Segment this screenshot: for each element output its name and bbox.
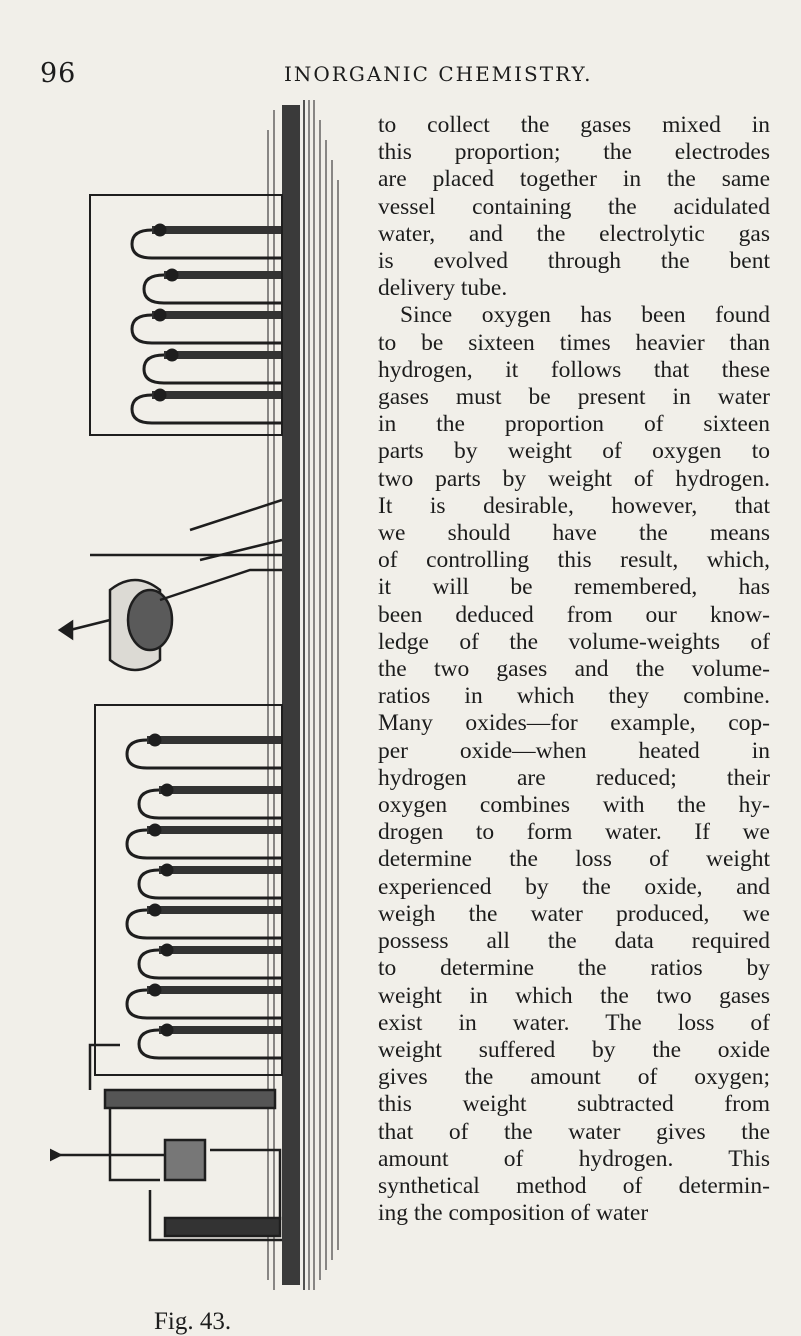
text-line: exist in water. The loss of [378, 1009, 770, 1036]
text-line: vessel containing the acidulated [378, 193, 770, 220]
text-line: ing the composition of water [378, 1200, 649, 1227]
text-line: to determine the ratios by [378, 955, 770, 982]
text-line: water, and the electrolytic gas [378, 220, 770, 247]
text-line: Since oxygen has been found [400, 302, 770, 329]
text-line: to be sixteen times heavier than [378, 329, 770, 356]
text-line: hydrogen are reduced; their [378, 764, 770, 791]
text-line: are placed together in the same [378, 166, 770, 193]
text-line: of controlling this result, which, [378, 547, 770, 574]
text-line: oxygen combines with the hy- [378, 792, 770, 819]
text-line: per oxide—when heated in [378, 737, 770, 764]
page-number: 96 [40, 58, 77, 89]
text-line: ledge of the volume-weights of [378, 628, 770, 655]
page-header [40, 58, 780, 98]
text-line: It is desirable, however, that [378, 492, 770, 519]
figure-43 [50, 100, 375, 1335]
text-line: it will be remembered, has [378, 574, 770, 601]
text-line: possess all the data required [378, 928, 770, 955]
text-line: experienced by the oxide, and [378, 873, 770, 900]
text-line: the two gases and the volume- [378, 656, 770, 683]
body-text [378, 112, 770, 1227]
text-line: in the proportion of sixteen [378, 411, 770, 438]
text-line: this weight subtracted from [378, 1091, 770, 1118]
text-line: synthetical method of determin- [378, 1172, 770, 1199]
text-line: Many oxides—for example, cop- [378, 710, 770, 737]
text-line: that of the water gives the [378, 1118, 770, 1145]
apparatus-illustration [50, 100, 375, 1300]
text-line: ratios in which they combine. [378, 683, 770, 710]
text-line: gases must be present in water [378, 384, 770, 411]
text-line: delivery tube. [378, 275, 508, 302]
text-line: this proportion; the electrodes [378, 139, 770, 166]
running-head: INORGANIC CHEMISTRY. [284, 62, 593, 86]
text-line: been deduced from our know- [378, 601, 770, 628]
paragraph-2 [378, 302, 770, 1227]
paragraph-1 [378, 112, 770, 302]
text-line: drogen to form water. If we [378, 819, 770, 846]
text-line: weight in which the two gases [378, 982, 770, 1009]
text-line: parts by weight of oxygen to [378, 438, 770, 465]
text-line: two parts by weight of hydrogen. [378, 465, 770, 492]
text-line: gives the amount of oxygen; [378, 1064, 770, 1091]
text-line: weigh the water produced, we [378, 900, 770, 927]
text-line: is evolved through the bent [378, 248, 770, 275]
text-line: weight suffered by the oxide [378, 1036, 770, 1063]
text-line: we should have the means [378, 520, 770, 547]
text-line: amount of hydrogen. This [378, 1145, 770, 1172]
text-line: hydrogen, it follows that these [378, 356, 770, 383]
text-line: determine the loss of weight [378, 846, 770, 873]
text-line: to collect the gases mixed in [378, 112, 770, 138]
figure-caption: Fig. 43. [154, 1308, 232, 1335]
